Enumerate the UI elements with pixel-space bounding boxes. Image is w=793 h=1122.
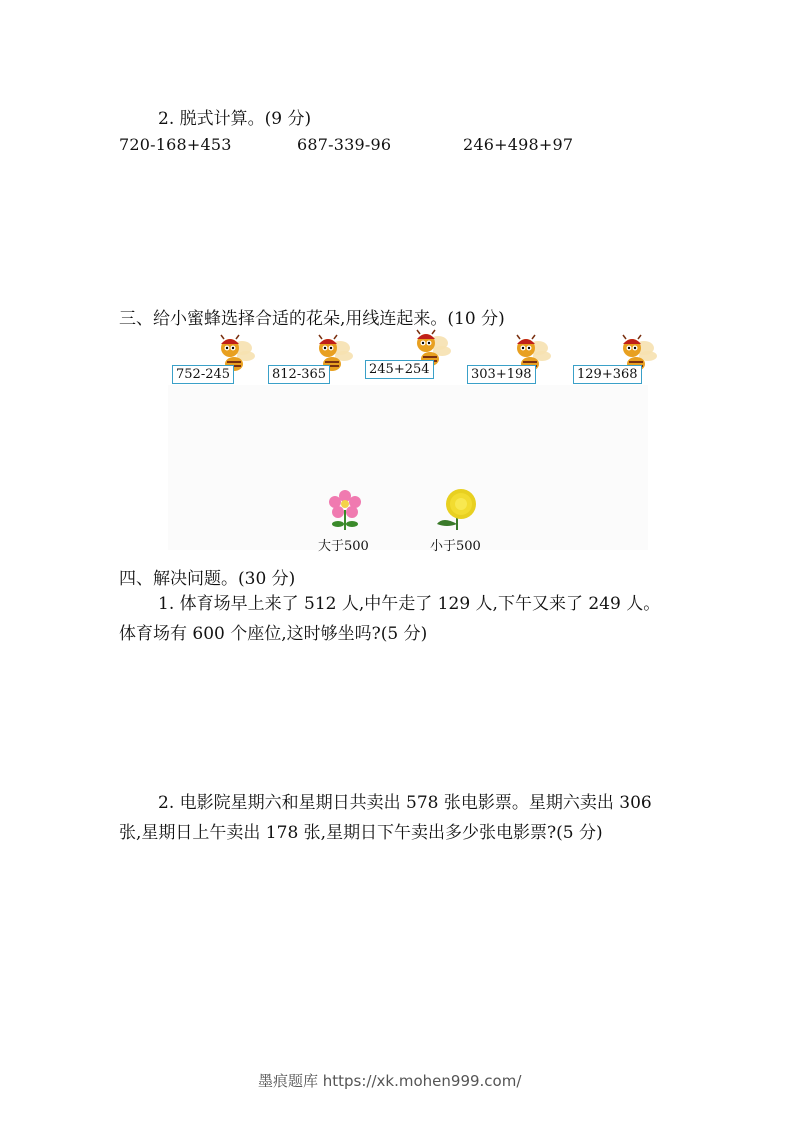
bee-expression-4: 303+198 (467, 365, 536, 384)
yellow-flower-icon (433, 488, 481, 532)
section3-title: 三、给小蜜蜂选择合适的花朵,用线连起来。(10 分) (119, 309, 505, 329)
question2-line2: 张,星期日上午卖出 178 张,星期日下午卖出多少张电影票?(5 分) (119, 823, 603, 843)
question2-line1: 2. 电影院星期六和星期日共卖出 578 张电影票。星期六卖出 306 (158, 793, 652, 813)
expression-1: 720-168+453 (119, 135, 232, 154)
question1-line2: 体育场有 600 个座位,这时够坐吗?(5 分) (119, 624, 428, 644)
section2-title: 2. 脱式计算。(9 分) (158, 109, 312, 129)
expression-2: 687-339-96 (297, 135, 392, 154)
bee-expression-5: 129+368 (573, 365, 642, 384)
expression-3: 246+498+97 (463, 135, 574, 154)
flower-label-less: 小于500 (430, 539, 481, 554)
section4-title: 四、解决问题。(30 分) (119, 569, 296, 589)
question1-line1: 1. 体育场早上来了 512 人,中午走了 129 人,下午又来了 249 人。 (158, 594, 661, 614)
footer-watermark[interactable]: 墨痕题库 https://xk.mohen999.com/ (258, 1072, 522, 1090)
bee-expression-2: 812-365 (268, 365, 330, 384)
figure-background (168, 385, 648, 550)
pink-flower-icon (326, 490, 364, 532)
flower-label-greater: 大于500 (318, 539, 369, 554)
bee-expression-1: 752-245 (172, 365, 234, 384)
bee-expression-3: 245+254 (365, 360, 434, 379)
